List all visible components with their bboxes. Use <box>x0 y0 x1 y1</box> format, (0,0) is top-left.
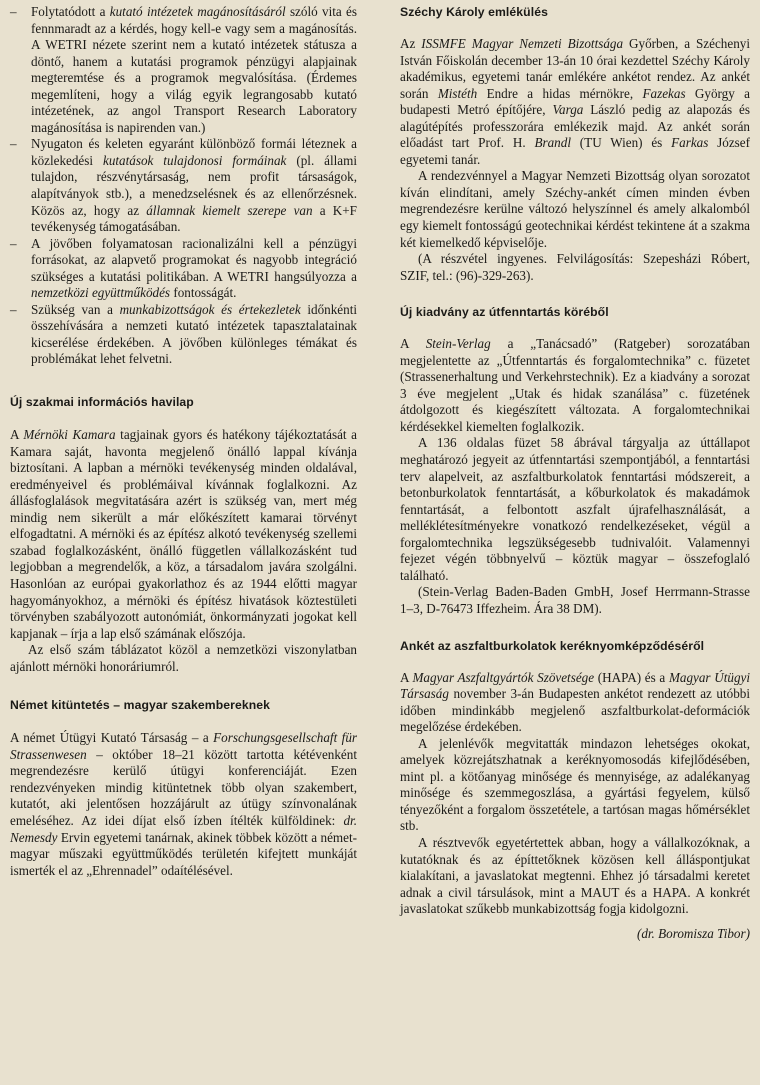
bullet-item <box>10 302 357 368</box>
left-sections <box>10 394 357 879</box>
section-heading: Széchy Károly emlékülés <box>400 5 548 19</box>
body-paragraph: (A részvétel ingyenes. Felvilágosítás: Szepesházi Róbert, SZIF, tel.: (96)-329-263). <box>400 251 750 283</box>
bullet-dash: – <box>10 136 17 152</box>
emphasis-text: Stein-Verlag <box>425 336 491 352</box>
bullet-text: A jövőben folyamatosan racionalizálni kell a pénzügyi forrásokat, az alapvető programokat és nagyobb integráció szükséges a kutatási politikában. A WETRI hangsúlyozza a nemzetközi együttműködés fontosságát. <box>31 235 357 301</box>
right-sections <box>400 4 750 918</box>
body-paragraph: A Mérnöki Kamara tagjainak gyors és hatékony tájékoztatását a Kamara saját, havonta megjelenő önálló lappal kívánja biztosítani. A lapban a mérnöki tevékenység minden oldalával, eredményeivel és problémáival kívánnak foglalkozni. Az állásfoglalások megvitatására azért is szükség van, mert még mindig nem sikerült a már előkészített kamarai törvényt elfogadtatni. A mérnöki és az építész alkotó tevékenység szellemi szabad foglalkozásként, önálló független vállalkozásként tud legjobban a megrendelők, a köz, a társadalom javára szolgálni. Hasonlóan az európai gyakorlathoz és az 1944 előtti magyar hagyományokhoz, a mérnöki és építész hivatások köztestületi törvényben szabályozott autonómiát, önkormányzati jogokat kell kapjanak – írja a lap első számának előszója. <box>10 427 357 641</box>
emphasis-text: kutatások tulajdonosi formáinak <box>102 152 287 168</box>
section-heading: Német kitüntetés – magyar szakembereknek <box>10 698 271 713</box>
emphasis-text: Mérnöki Kamara <box>23 427 116 443</box>
section-heading: Ankét az aszfaltburkolatok keréknyomképződéséről <box>400 638 705 653</box>
section-heading: Új szakmai információs havilap <box>10 395 194 410</box>
bullet-item <box>10 4 357 136</box>
bullet-dash: – <box>10 4 17 19</box>
emphasis-text: Magyar Aszfaltgyártók Szövetsége <box>412 669 595 685</box>
body-paragraph: (Stein-Verlag Baden-Baden GmbH, Josef Herrmann-Strasse 1–3, D-76473 Iffezheim. Ára 38 DM). <box>400 584 750 616</box>
bullet-list <box>10 4 357 368</box>
section-heading: Új kiadvány az útfenntartás köréből <box>400 305 609 320</box>
bullet-dash: – <box>10 301 17 317</box>
emphasis-text: államnak kiemelt szerepe van <box>146 202 313 218</box>
body-paragraph: A Stein-Verlag a „Tanácsadó” (Ratgeber) sorozatában megjelentette az „Útfenntartás és forgalomtechnika” c. füzetet (Strassenerhaltung und Verkehrstechnik). Ez a kiadvány a sorozat 3 éve megjelent „Utak és hidak szanálása” c. füzetének átdolgozott és kiegészített változata. A forgalomtechnikai kérdésekkel kiemelten foglalkozik. <box>400 336 750 434</box>
emphasis-text: ISSMFE Magyar Nemzeti Bizottsága <box>421 36 624 51</box>
body-paragraph: Az első szám táblázatot közöl a nemzetközi viszonylatban ajánlott mérnöki honoráriumról. <box>10 642 357 674</box>
bullet-text: Szükség van a munkabizottságok és értekezletek időnkénti összehívására a nemzeti kutató intézetek tapasztalatainak kicserélése érdekében. A jövőben különleges témákat és problémákat lehet felvetni. <box>31 301 358 367</box>
emphasis-text: kutató intézetek magánosításáról <box>109 4 286 19</box>
bullet-dash: – <box>10 235 17 251</box>
right-column <box>400 4 750 942</box>
emphasis-text: Forschungsgesellschaft für Strassenwesen <box>10 730 357 762</box>
emphasis-text: nemzetközi együttműködés <box>31 285 171 301</box>
body-paragraph: Az ISSMFE Magyar Nemzeti Bizottsága Győrben, a Széchenyi István Főiskolán december 13-án 10 órai kezdettel Széchy Károly akadémikus, egyetemi tanár emlékére ankétot rendez. Az ankét során Mistéth Endre a hidas mérnökre, Fazekas György a budapesti Metró építőjére, Varga László pedig az alapozás és alagútépítés professzorára emlékezik majd. Az ankét során előadást tart Prof. H. Brandl (TU Wien) és Farkas József egyetemi tanár. <box>400 36 750 167</box>
body-paragraph: A német Útügyi Kutató Társaság – a Forschungsgesellschaft für Strassenwesen – október 18–21 között tartotta kétévenként megrendezésre kerülő útügyi konferenciáját. Ezen rendezvényeken mindig kitüntetnek több olyan szakembert, kutatót, aki jelentősen hozzájárult az útügy színvonalának emeléséhez. Az idei díjat első ízben ítélték külföldinek: dr. Nemesdy Ervin egyetemi tanárnak, akinek többek között a német-magyar műszaki együttműködés területén kifejtett munkáját ismerték el az „Ehrennadel” odaítélésével. <box>10 730 357 878</box>
body-paragraph: A Magyar Aszfaltgyártók Szövetsége (HAPA) és a Magyar Útügyi Társaság november 3-án Budapesten ankétot rendezett az utóbbi időben mindinkább megjelenő aszfaltburkolat-deformációk megelőzése érdekében. <box>400 669 750 735</box>
bullet-text: Folytatódott a kutató intézetek magánosításáról szóló vita és fennmaradt az a kérdés, hogy kell-e vagy sem a magánosítás. A WETRI nézete szerint nem a kutató intézetek státusza a döntő, hanem a kutatási programok pénzügyi alapjainak megteremtése és a programok megvalósítása. (Érdemes megemlíteni, hogy a világ egyik legrangosabb kutató intézetének, az angol Transport Research Laboratory magánosítása is napirenden van.) <box>31 4 358 135</box>
emphasis-text: Mistéth <box>437 85 478 101</box>
emphasis-text: dr. Nemesdy <box>10 812 357 845</box>
left-column <box>10 4 357 879</box>
emphasis-text: Fazekas <box>642 85 686 101</box>
bullet-item <box>10 136 357 235</box>
emphasis-text: Magyar Útügyi Társaság <box>400 669 750 702</box>
bullet-text: Nyugaton és keleten egyaránt különböző formái léteznek a közlekedési kutatások tulajdonosi formáinak (pl. állami tulajdon, részvénytársaság, nem profit társaságok, alapítványok stb.), a menedzselésnek és az ellenőrzésnek. Közös az, hogy az államnak kiemelt szerepe van a K+F tevékenység támogatásában. <box>31 136 358 235</box>
emphasis-text: munkabizottságok és értekezletek <box>119 301 301 317</box>
emphasis-text: Farkas <box>671 135 709 151</box>
body-paragraph: A 136 oldalas füzet 58 ábrával tárgyalja az úttállapot meghatározó jegyeit az útfenntartási szempontjából, a fenntartási terv alapelveit, az aszfaltburkolatok fenntartási módszereit, a betonburkolatok fenntartását, a kőburkolatok és makadámok fenntartását, a felbontott aszfalt újrafelhasználását, a melléklétesítményekre vonatkozó rendelkezéseket, végül a forgalomtechnika legszükségesebb tudnivalóit. Valamennyi fejezet végén többnyelvű – köztük magyar – összefoglaló található. <box>400 435 750 583</box>
bullet-item <box>10 236 357 302</box>
body-paragraph: A jelenlévők megvitatták mindazon lehetséges okokat, amelyek közrejátszhatnak a keréknyomosodás kifejlődésében, mint pl. a kötőanyag minősége és mennyisége, az adalékanyag minősége és szemmegoszlása, a gyártási fegyelem, külső tényezőként a forgalom összetétele, a tartósan magas hőmérséklet stb. <box>400 735 750 834</box>
author-signature: (dr. Boromisza Tibor) <box>636 925 750 941</box>
body-paragraph: A rendezvénnyel a Magyar Nemzeti Bizottság olyan sorozatot kíván elindítani, amely Széchy-ankét címen minden évben megrendezésre kerülne változó helyszínnel és amely alkalomból egy kiemelt fontosságú geotechnikai kérdést tekintene át a szakma két kiemelkedő képviselője. <box>400 168 750 250</box>
emphasis-text: Brandl <box>534 135 571 151</box>
body-paragraph: A résztvevők egyetértettek abban, hogy a vállalkozóknak, a kutatóknak és az építtetőknek közösen kell álláspontjukat kialakítani, a javaslatokat megtenni. Ehhez jó társadalmi keretet adnak a civil társulások, mint a MAUT és a HAPA. A konkrét javaslatokat szűkebb munkabizottság fogja kidolgozni. <box>400 834 750 917</box>
emphasis-text: Varga <box>552 102 584 118</box>
